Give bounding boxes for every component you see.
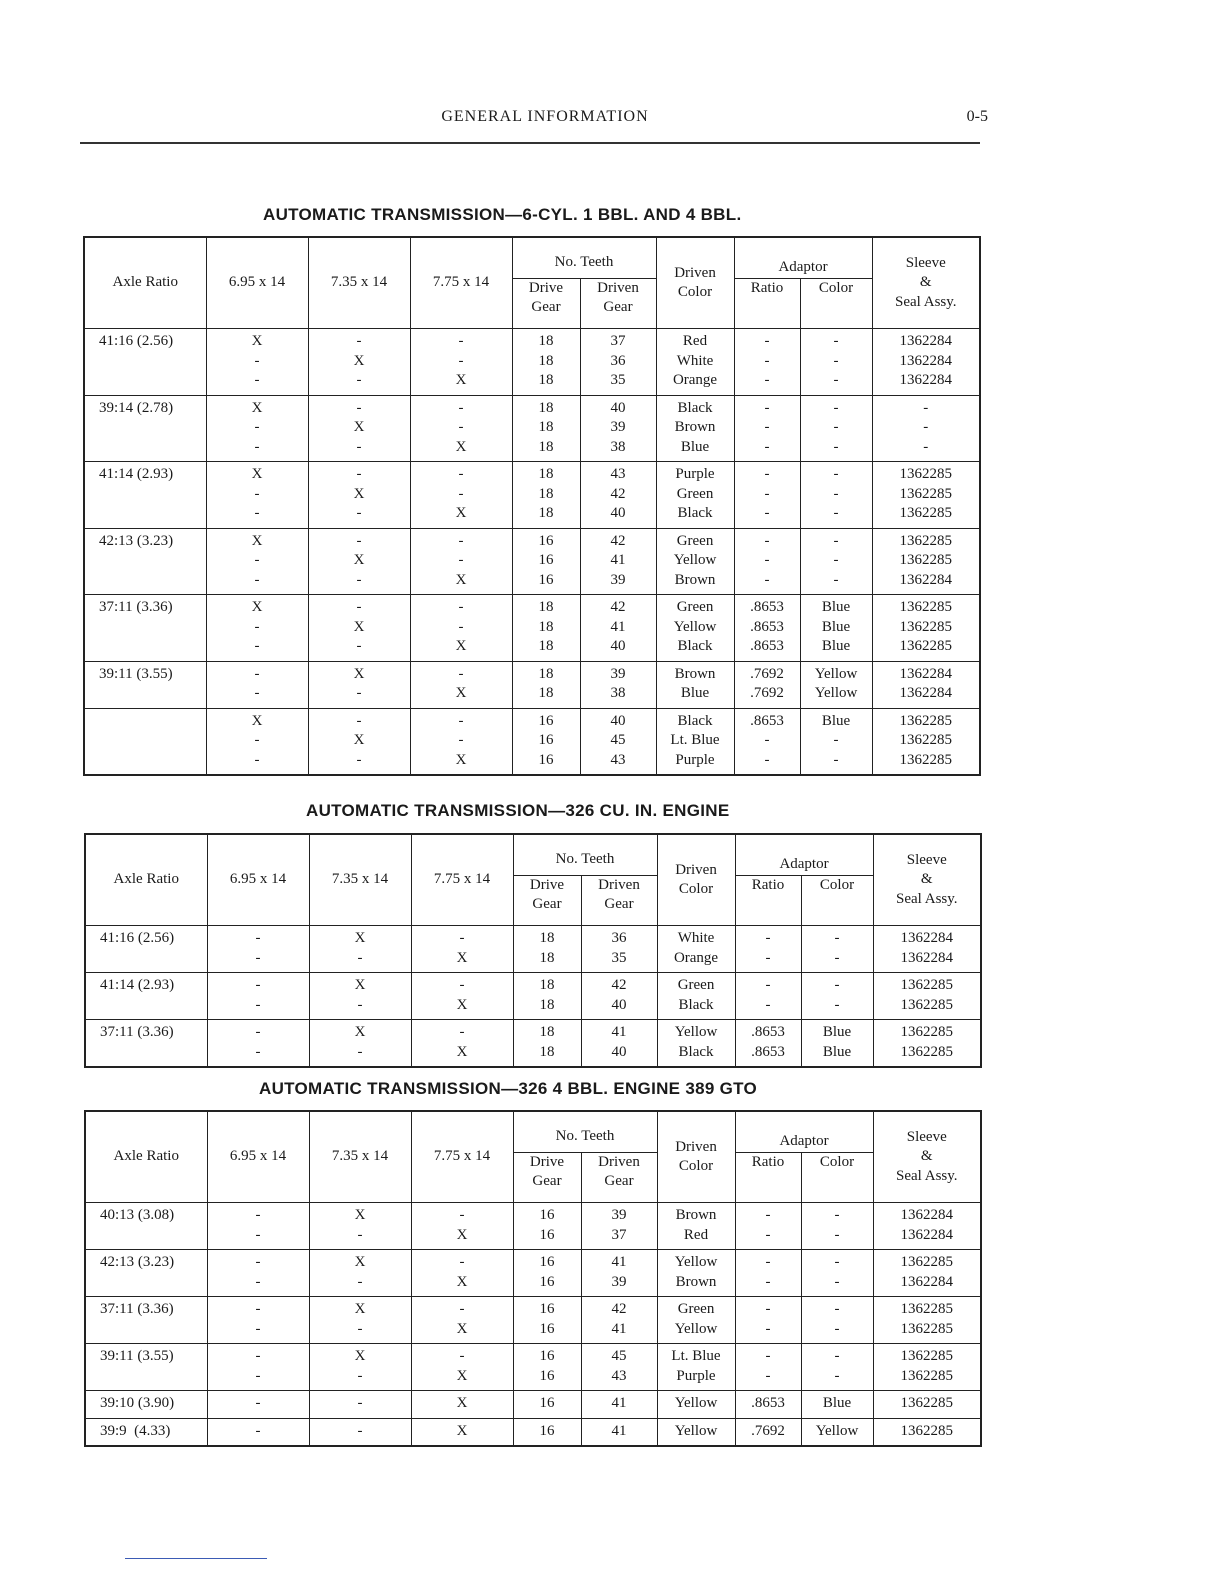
table-row-group xyxy=(85,1020,981,1068)
table-cell: 39 37 xyxy=(581,1203,657,1250)
col-header-tire-775: 7.75 x 14 xyxy=(410,237,512,329)
table-cell: 43 42 40 xyxy=(580,462,656,529)
table-cell: Yellow Yellow xyxy=(800,661,872,708)
table-cell: 1362285 1362285 1362285 xyxy=(872,462,980,529)
table-cell: 41 40 xyxy=(581,1020,657,1068)
table-cell: - - xyxy=(735,1250,801,1297)
table-cell: 18 18 xyxy=(512,661,580,708)
table-389gto xyxy=(84,1110,979,1447)
col-header-adaptor: Adaptor xyxy=(735,834,873,875)
table-cell: 40 45 43 xyxy=(580,708,656,775)
table-cell: 18 18 18 xyxy=(512,462,580,529)
table-cell: - X - xyxy=(308,708,410,775)
table-cell: - X xyxy=(411,973,513,1020)
table-cell: 40 39 38 xyxy=(580,395,656,462)
table-cell: 18 18 18 xyxy=(512,395,580,462)
table-cell: - - X xyxy=(410,329,512,396)
table-cell: - X xyxy=(411,1203,513,1250)
col-header-tire-735: 7.35 x 14 xyxy=(309,834,411,926)
table-cell: - X xyxy=(411,1344,513,1391)
table-cell: - - xyxy=(207,973,309,1020)
table-cell: 42 40 xyxy=(581,973,657,1020)
table-cell: White Orange xyxy=(657,926,735,973)
table-cell: Black Lt. Blue Purple xyxy=(656,708,734,775)
table-cell: .8653 xyxy=(735,1391,801,1419)
axle-ratio-cell: 42:13 (3.23) xyxy=(84,528,206,595)
axle-ratio-cell: 37:11 (3.36) xyxy=(85,1297,207,1344)
spec-table xyxy=(84,833,982,1068)
col-header-tire-695: 6.95 x 14 xyxy=(207,834,309,926)
table-cell: 18 18 xyxy=(513,973,581,1020)
table-6cyl xyxy=(83,236,979,776)
col-header-sleeve-seal: Sleeve & Seal Assy. xyxy=(873,1111,981,1203)
table-cell: 42 41 39 xyxy=(580,528,656,595)
axle-ratio-cell: 40:13 (3.08) xyxy=(85,1203,207,1250)
col-header-adaptor-color: Color xyxy=(801,875,873,926)
table-row-group xyxy=(85,1344,981,1391)
table-cell: .7692 .7692 xyxy=(734,661,800,708)
table-cell: 18 18 xyxy=(513,1020,581,1068)
table-cell: - - - xyxy=(734,329,800,396)
table-cell: - - xyxy=(207,1344,309,1391)
table-cell: X - - xyxy=(206,329,308,396)
table-cell: - - xyxy=(735,1203,801,1250)
table-row-group xyxy=(84,395,980,462)
table-cell: - X xyxy=(411,926,513,973)
table-cell: 1362285 1362285 xyxy=(873,1344,981,1391)
table-cell: 1362285 1362285 1362285 xyxy=(872,595,980,662)
table-cell: Brown Red xyxy=(657,1203,735,1250)
table-cell: - - X xyxy=(410,595,512,662)
table-cell: Red White Orange xyxy=(656,329,734,396)
table-cell: - - - xyxy=(734,528,800,595)
col-header-drive-gear: Drive Gear xyxy=(513,875,581,926)
table-cell: Yellow Brown xyxy=(657,1250,735,1297)
table-cell: 39 38 xyxy=(580,661,656,708)
table-row-group xyxy=(85,1418,981,1446)
col-header-adaptor-ratio: Ratio xyxy=(735,875,801,926)
table-row-group xyxy=(84,528,980,595)
table-cell: X xyxy=(411,1391,513,1419)
table-cell: Purple Green Black xyxy=(656,462,734,529)
spec-table xyxy=(84,1110,982,1447)
table-cell: 37 36 35 xyxy=(580,329,656,396)
table-cell: Brown Blue xyxy=(656,661,734,708)
table-cell: - - xyxy=(206,661,308,708)
table-cell: 16 16 xyxy=(513,1344,581,1391)
col-header-axle-ratio: Axle Ratio xyxy=(84,237,206,329)
table-cell: .8653 .8653 .8653 xyxy=(734,595,800,662)
table-cell: - xyxy=(207,1418,309,1446)
axle-ratio-cell: 41:14 (2.93) xyxy=(84,462,206,529)
table-cell: 41 xyxy=(581,1391,657,1419)
col-header-adaptor: Adaptor xyxy=(735,1111,873,1152)
col-header-tire-695: 6.95 x 14 xyxy=(206,237,308,329)
table-cell: - - - xyxy=(800,329,872,396)
table-cell: 18 18 18 xyxy=(512,329,580,396)
table-cell: 1362284 1362284 1362284 xyxy=(872,329,980,396)
table-cell: 1362285 xyxy=(873,1391,981,1419)
table-row-group xyxy=(84,708,980,775)
table-cell: X xyxy=(411,1418,513,1446)
table-cell: - - xyxy=(207,1250,309,1297)
table-cell: - - xyxy=(801,926,873,973)
table-cell: Black Brown Blue xyxy=(656,395,734,462)
table-row-group xyxy=(85,973,981,1020)
table-cell: - xyxy=(207,1391,309,1419)
table-cell: Green Yellow xyxy=(657,1297,735,1344)
table-cell: Blue xyxy=(801,1391,873,1419)
table-cell: 41 39 xyxy=(581,1250,657,1297)
col-header-no-teeth: No. Teeth xyxy=(512,237,656,278)
table-cell: Green Black xyxy=(657,973,735,1020)
section-title-389gto: AUTOMATIC TRANSMISSION—326 4 BBL. ENGINE 389 GTO xyxy=(259,1079,758,1098)
col-header-no-teeth: No. Teeth xyxy=(513,1111,657,1152)
col-header-axle-ratio: Axle Ratio xyxy=(85,834,207,926)
table-cell: Blue - - xyxy=(800,708,872,775)
col-header-adaptor-ratio: Ratio xyxy=(735,1152,801,1203)
table-cell: .7692 xyxy=(735,1418,801,1446)
table-cell: X - - xyxy=(206,708,308,775)
table-cell: Blue Blue Blue xyxy=(800,595,872,662)
axle-ratio-cell: 41:16 (2.56) xyxy=(85,926,207,973)
table-row-group xyxy=(85,1297,981,1344)
table-cell: 1362284 1362284 xyxy=(872,661,980,708)
table-cell: 42 41 xyxy=(581,1297,657,1344)
table-cell: 42 41 40 xyxy=(580,595,656,662)
col-header-driven-color: Driven Color xyxy=(656,237,734,329)
table-cell: X - xyxy=(308,661,410,708)
table-cell: X - xyxy=(309,1020,411,1068)
table-cell: 1362285 1362285 1362285 xyxy=(872,708,980,775)
table-cell: Lt. Blue Purple xyxy=(657,1344,735,1391)
table-cell: X - - xyxy=(206,462,308,529)
col-header-drive-gear: Drive Gear xyxy=(513,1152,581,1203)
table-cell: 36 35 xyxy=(581,926,657,973)
table-cell: - xyxy=(309,1418,411,1446)
table-cell: - - xyxy=(801,1344,873,1391)
table-row-group xyxy=(84,462,980,529)
col-header-no-teeth: No. Teeth xyxy=(513,834,657,875)
table-row-group xyxy=(84,661,980,708)
table-cell: X - xyxy=(309,926,411,973)
table-cell: - - X xyxy=(410,528,512,595)
col-header-adaptor: Adaptor xyxy=(734,237,872,278)
table-cell: - - xyxy=(735,1344,801,1391)
axle-ratio-cell xyxy=(84,708,206,775)
table-cell: - - xyxy=(207,1020,309,1068)
table-cell: 1362285 xyxy=(873,1418,981,1446)
table-cell: - xyxy=(309,1391,411,1419)
axle-ratio-cell: 37:11 (3.36) xyxy=(85,1020,207,1068)
axle-ratio-cell: 37:11 (3.36) xyxy=(84,595,206,662)
table-row-group xyxy=(85,1203,981,1250)
table-cell: - - xyxy=(801,1203,873,1250)
table-cell: 16 16 xyxy=(513,1250,581,1297)
table-cell: .8653 .8653 xyxy=(735,1020,801,1068)
table-cell: - X - xyxy=(308,595,410,662)
axle-ratio-cell: 39:10 (3.90) xyxy=(85,1391,207,1419)
col-header-driven-gear: Driven Gear xyxy=(581,1152,657,1203)
page-number: 0-5 xyxy=(966,108,988,125)
col-header-adaptor-color: Color xyxy=(801,1152,873,1203)
table-cell: 16 16 xyxy=(513,1203,581,1250)
table-cell: Green Yellow Brown xyxy=(656,528,734,595)
table-cell: 16 16 16 xyxy=(512,708,580,775)
axle-ratio-cell: 39:11 (3.55) xyxy=(84,661,206,708)
axle-ratio-cell: 39:9 (4.33) xyxy=(85,1418,207,1446)
axle-ratio-cell: 42:13 (3.23) xyxy=(85,1250,207,1297)
table-cell: - - xyxy=(735,973,801,1020)
table-cell: - - - xyxy=(800,528,872,595)
table-cell: X - xyxy=(309,1344,411,1391)
col-header-drive-gear: Drive Gear xyxy=(512,278,580,329)
table-cell: Blue Blue xyxy=(801,1020,873,1068)
table-cell: - - xyxy=(801,1250,873,1297)
table-cell: X - xyxy=(309,1297,411,1344)
table-cell: X - xyxy=(309,973,411,1020)
section-title-326: AUTOMATIC TRANSMISSION—326 CU. IN. ENGINE xyxy=(306,801,730,820)
col-header-driven-gear: Driven Gear xyxy=(580,278,656,329)
table-cell: 1362285 1362285 xyxy=(873,973,981,1020)
table-cell: - - xyxy=(207,1203,309,1250)
col-header-tire-695: 6.95 x 14 xyxy=(207,1111,309,1203)
table-cell: Yellow Black xyxy=(657,1020,735,1068)
spec-table xyxy=(83,236,981,776)
table-cell: X - xyxy=(309,1203,411,1250)
table-cell: X - xyxy=(309,1250,411,1297)
table-cell: 16 xyxy=(513,1391,581,1419)
col-header-adaptor-ratio: Ratio xyxy=(734,278,800,329)
section-title-6cyl: AUTOMATIC TRANSMISSION—6-CYL. 1 BBL. AND 4 BBL. xyxy=(263,205,742,224)
table-cell: - X xyxy=(411,1020,513,1068)
col-header-sleeve-seal: Sleeve & Seal Assy. xyxy=(873,834,981,926)
table-cell: - X - xyxy=(308,528,410,595)
col-header-adaptor-color: Color xyxy=(800,278,872,329)
table-cell: - - X xyxy=(410,462,512,529)
col-header-sleeve-seal: Sleeve & Seal Assy. xyxy=(872,237,980,329)
table-cell: - X xyxy=(411,1297,513,1344)
table-cell: Green Yellow Black xyxy=(656,595,734,662)
col-header-driven-color: Driven Color xyxy=(657,1111,735,1203)
table-326 xyxy=(84,833,980,1068)
col-header-axle-ratio: Axle Ratio xyxy=(85,1111,207,1203)
table-row-group xyxy=(85,926,981,973)
table-cell: - - - xyxy=(800,462,872,529)
col-header-tire-775: 7.75 x 14 xyxy=(411,834,513,926)
table-cell: - - X xyxy=(410,395,512,462)
table-cell: 1362284 1362284 xyxy=(873,926,981,973)
table-cell: - - - xyxy=(872,395,980,462)
table-cell: 1362285 1362285 1362284 xyxy=(872,528,980,595)
table-cell: X - - xyxy=(206,528,308,595)
table-cell: 18 18 xyxy=(513,926,581,973)
table-cell: - - xyxy=(207,926,309,973)
col-header-tire-735: 7.35 x 14 xyxy=(308,237,410,329)
table-cell: 16 16 xyxy=(513,1297,581,1344)
table-cell: - X - xyxy=(308,395,410,462)
table-cell: - - xyxy=(801,973,873,1020)
table-cell: 16 16 16 xyxy=(512,528,580,595)
page-header-title: GENERAL INFORMATION xyxy=(441,108,649,125)
table-cell: .8653 - - xyxy=(734,708,800,775)
table-row-group xyxy=(84,329,980,396)
table-row-group xyxy=(85,1250,981,1297)
axle-ratio-cell: 39:14 (2.78) xyxy=(84,395,206,462)
col-header-tire-735: 7.35 x 14 xyxy=(309,1111,411,1203)
axle-ratio-cell: 41:16 (2.56) xyxy=(84,329,206,396)
table-cell: 18 18 18 xyxy=(512,595,580,662)
table-cell: - X - xyxy=(308,462,410,529)
table-cell: X - - xyxy=(206,595,308,662)
table-cell: Yellow xyxy=(801,1418,873,1446)
table-cell: - - xyxy=(735,926,801,973)
table-cell: 16 xyxy=(513,1418,581,1446)
table-cell: - - - xyxy=(734,462,800,529)
col-header-driven-color: Driven Color xyxy=(657,834,735,926)
axle-ratio-cell: 39:11 (3.55) xyxy=(85,1344,207,1391)
footer-rule xyxy=(125,1558,267,1559)
table-cell: 45 43 xyxy=(581,1344,657,1391)
table-cell: - X - xyxy=(308,329,410,396)
col-header-tire-775: 7.75 x 14 xyxy=(411,1111,513,1203)
table-row-group xyxy=(84,595,980,662)
table-cell: - - xyxy=(207,1297,309,1344)
table-cell: - - xyxy=(735,1297,801,1344)
table-cell: - X xyxy=(411,1250,513,1297)
table-cell: Yellow xyxy=(657,1391,735,1419)
table-cell: 1362284 1362284 xyxy=(873,1203,981,1250)
table-row-group xyxy=(85,1391,981,1419)
col-header-driven-gear: Driven Gear xyxy=(581,875,657,926)
table-cell: X - - xyxy=(206,395,308,462)
table-cell: - - - xyxy=(800,395,872,462)
table-cell: 41 xyxy=(581,1418,657,1446)
header-divider xyxy=(80,142,980,144)
axle-ratio-cell: 41:14 (2.93) xyxy=(85,973,207,1020)
table-cell: - - X xyxy=(410,708,512,775)
table-cell: 1362285 1362284 xyxy=(873,1250,981,1297)
table-cell: 1362285 1362285 xyxy=(873,1297,981,1344)
table-cell: - - xyxy=(801,1297,873,1344)
table-cell: Yellow xyxy=(657,1418,735,1446)
table-cell: - - - xyxy=(734,395,800,462)
table-cell: - X xyxy=(410,661,512,708)
table-cell: 1362285 1362285 xyxy=(873,1020,981,1068)
